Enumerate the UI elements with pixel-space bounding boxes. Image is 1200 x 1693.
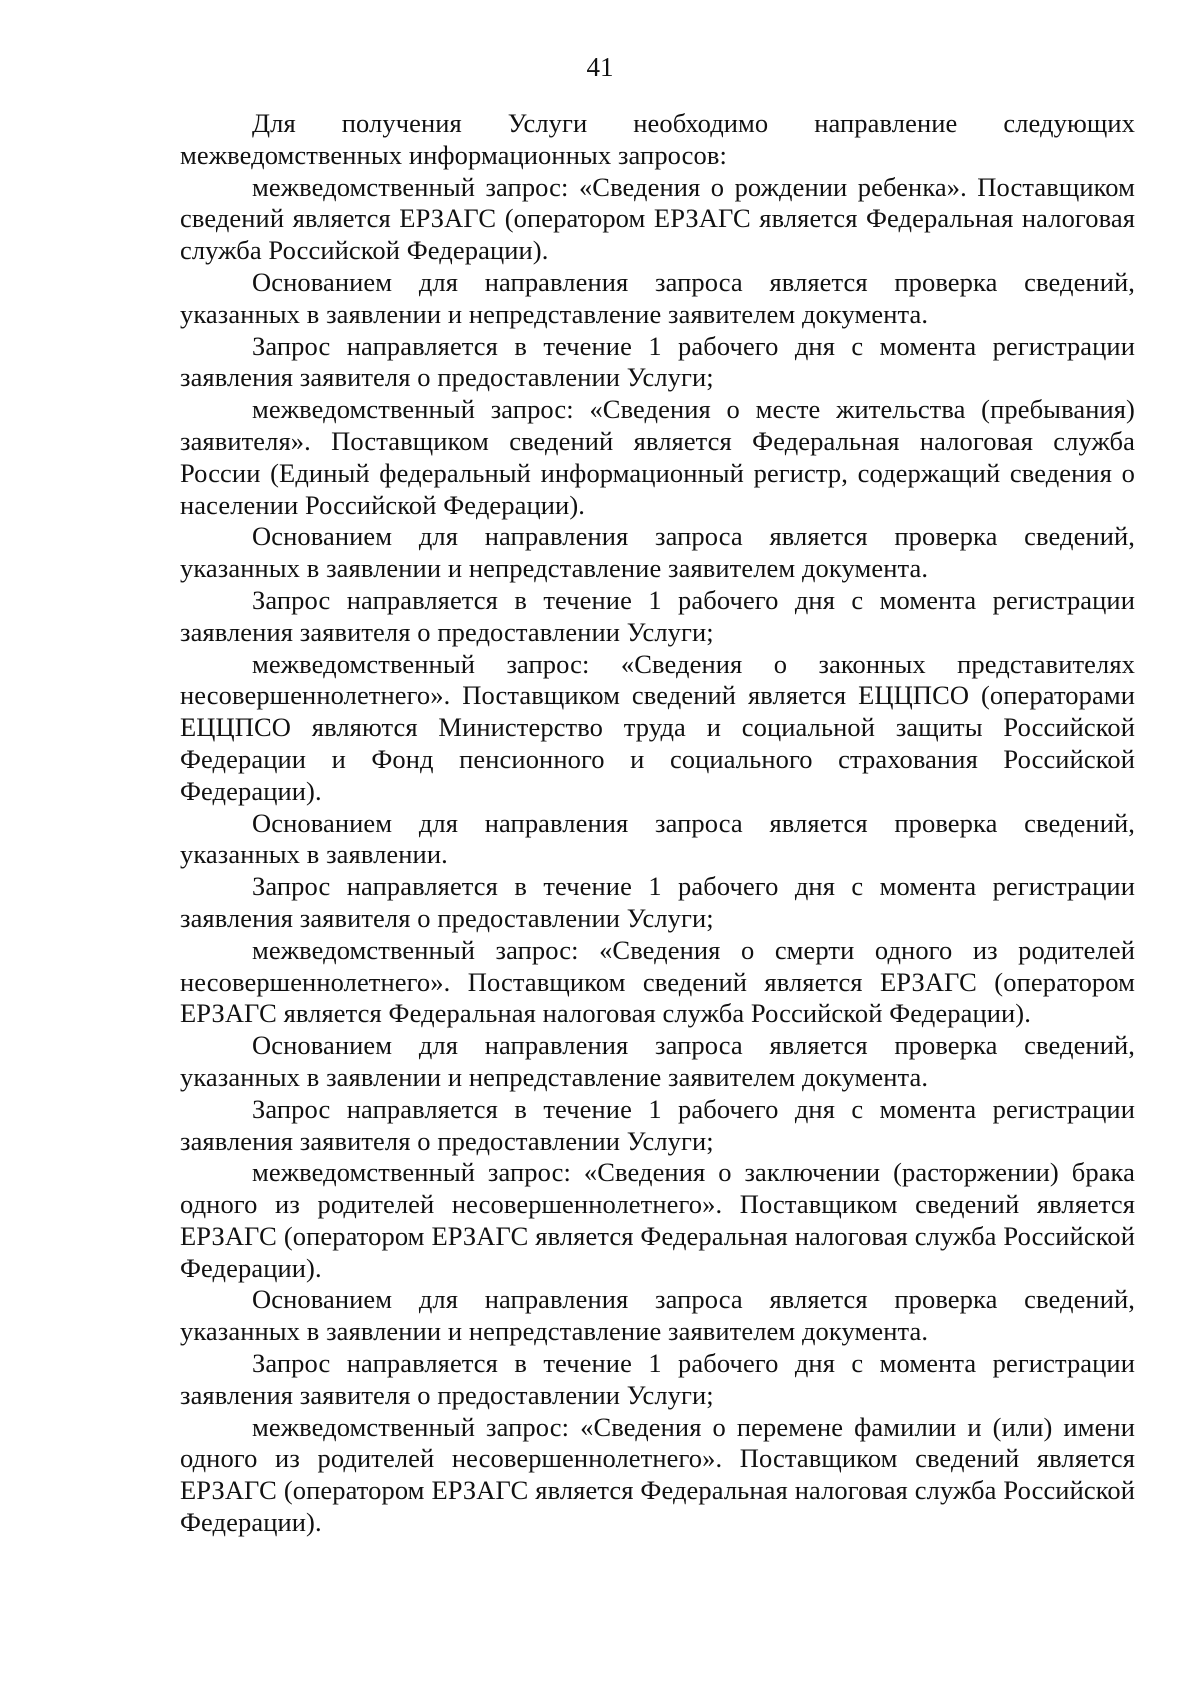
- paragraph-basis: Основанием для направления запроса является проверка сведений, указанных в заявлении и непредставление заявителем документа.: [180, 266, 1135, 329]
- paragraph-basis: Основанием для направления запроса является проверка сведений, указанных в заявлении и непредставление заявителем документа.: [180, 521, 1135, 584]
- paragraph-intro: Для получения Услуги необходимо направление следующих межведомственных информационных запросов:: [180, 108, 1135, 170]
- paragraph-timing: Запрос направляется в течение 1 рабочего дня с момента регистрации заявления заявителя о предоставлении Услуги;: [180, 871, 1135, 933]
- paragraph-timing: Запрос направляется в течение 1 рабочего дня с момента регистрации заявления заявителя о предоставлении Услуги;: [180, 584, 1135, 647]
- paragraph-request-death: межведомственный запрос: «Сведения о смерти одного из родителей несовершеннолетнего». Поставщиком сведений является ЕРЗАГС (оператором ЕРЗАГС является Федеральная налоговая служба Российской Федерации).: [180, 934, 1135, 1029]
- paragraph-timing: Запрос направляется в течение 1 рабочего дня с момента регистрации заявления заявителя о предоставлении Услуги;: [180, 330, 1135, 393]
- paragraph-request-residence: межведомственный запрос: «Сведения о месте жительства (пребывания) заявителя». Поставщиком сведений является Федеральная налоговая служба России (Единый федеральный информационный регистр, содержащий сведения о населении Российской Федерации).: [180, 394, 1135, 520]
- page-number: 41: [586, 52, 614, 82]
- document-body: [180, 108, 1135, 1539]
- paragraph-request-name-change: межведомственный запрос: «Сведения о перемене фамилии и (или) имени одного из родителей несовершеннолетнего». Поставщиком сведений является ЕРЗАГС (оператором ЕРЗАГС является Федеральная налоговая служба Российской Федерации).: [180, 1411, 1135, 1538]
- paragraph-request-legal-representatives: межведомственный запрос: «Сведения о законных представителях несовершеннолетнего». Поставщиком сведений является ЕЦЦПСО (операторами ЕЦЦПСО являются Министерство труда и социальной защиты Российской Федерации и Фонд пенсионного и социального страхования Российской Федерации).: [180, 648, 1135, 806]
- paragraph-timing: Запрос направляется в течение 1 рабочего дня с момента регистрации заявления заявителя о предоставлении Услуги;: [180, 1093, 1135, 1156]
- paragraph-timing: Запрос направляется в течение 1 рабочего дня с момента регистрации заявления заявителя о предоставлении Услуги;: [180, 1348, 1135, 1410]
- paragraph-basis: Основанием для направления запроса является проверка сведений, указанных в заявлении и непредставление заявителем документа.: [180, 1284, 1135, 1347]
- paragraph-request-birth: межведомственный запрос: «Сведения о рождении ребенка». Поставщиком сведений является ЕРЗАГС (оператором ЕРЗАГС является Федеральная налоговая служба Российской Федерации).: [180, 171, 1135, 266]
- paragraph-basis: Основанием для направления запроса является проверка сведений, указанных в заявлении.: [180, 807, 1135, 870]
- paragraph-request-marriage: межведомственный запрос: «Сведения о заключении (расторжении) брака одного из родителей несовершеннолетнего». Поставщиком сведений является ЕРЗАГС (оператором ЕРЗАГС является Федеральная налоговая служба Российской Федерации).: [180, 1157, 1135, 1283]
- paragraph-basis: Основанием для направления запроса является проверка сведений, указанных в заявлении и непредставление заявителем документа.: [180, 1030, 1135, 1092]
